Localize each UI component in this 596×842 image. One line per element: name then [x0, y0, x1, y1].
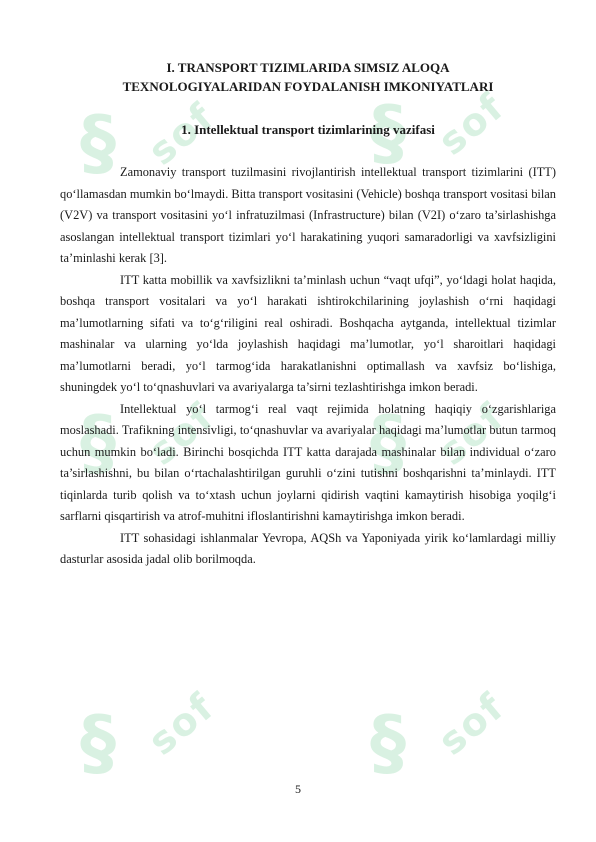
- page-number: 5: [295, 782, 301, 796]
- watermark-text: sof: [140, 94, 223, 174]
- watermark-text: sof: [140, 394, 223, 474]
- watermark-text: sof: [140, 684, 223, 764]
- body-paragraph: ITT katta mobillik va xavfsizlikni ta’minlash uchun “vaqt ufqi”, yo‘ldagi holat haqida, boshqa transport vositalari va yo‘l harakati ishtirokchilarining joylashish o‘rni haqidagi ma’lumotlarning sifati va to‘g‘riligini real oshiradi. Boshqacha aytganda, intellektual tizimlar mashinalar va ularning yo‘lda joylashish haqidagi ma’lumotlar, yo‘l sharoitlari haqidagi ma’lumotlarni beradi, yo‘l tarmog‘ida harakatlanishni optimallash va xavfsiz bo‘lishiga, shuningdek yo‘l to‘qnashuvlari va avariyalarga ta’sirni tezlashtirishga imkon beradi.: [60, 272, 556, 394]
- body-paragraph: Intellektual yo‘l tarmog‘i real vaqt rejimida holatning haqiqiy o‘zgarishlariga moslashadi. Trafikning intensivligi, to‘qnashuvlar va avariyalar haqidagi ma’lumotlar butun tarmoq uchun mumkin bo‘ladi. Birinchi bosqichda ITT katta darajada mashinalar bilan individual o‘zaro ta’sirlashishni, bu bilan o‘rtachalashtirilgan guruhli o‘zini tutishni boshqarishni ta’minlaydi. ITT tiqinlarda turib qolish va to‘xtash uchun joylarni qidirish vaqtini kamaytirish hisobiga yoqilg‘i sarflarni qisqartirish va atrof-muhitni ifloslantirishni kamaytirishga imkon beradi.: [60, 401, 556, 523]
- section-heading: 1. Intellektual transport tizimlarining vazifasi: [181, 122, 435, 137]
- watermark-symbol: §: [80, 700, 116, 784]
- watermark-symbol: §: [80, 100, 116, 184]
- watermark-text: sof: [430, 684, 513, 764]
- watermark-text: sof: [430, 394, 513, 474]
- watermark-symbol: §: [370, 700, 406, 784]
- body-paragraph: ITT sohasidagi ishlanmalar Yevropa, AQSh va Yaponiyada yirik ko‘lamlardagi milliy dasturlar asosida jadal olib borilmoqda.: [60, 530, 556, 566]
- watermark-symbol: §: [370, 400, 406, 484]
- body-paragraph: Zamonaviy transport tuzilmasini rivojlantirish intellektual transport tizimlarini (ITT) qo‘llamasdan mumkin bo‘lmaydi. Bitta transport vositasini (Vehicle) boshqa transport vositasi bilan (V2V) va transport vositasini yo‘l infratuzilmasi (Infrastructure) bilan (V2I) o‘zaro ta’sirlashishga asoslangan intellektual transport tizimlari yo‘l harakatining yuqori samaradorligi va xavfsizligini ta’minlashi kerak [3].: [60, 165, 556, 265]
- watermark-symbol: §: [370, 90, 406, 174]
- watermark-text: sof: [430, 84, 513, 164]
- page-content: [60, 58, 556, 571]
- chapter-title-line1: I. TRANSPORT TIZIMLARIDA SIMSIZ ALOQA: [166, 60, 450, 75]
- watermark-symbol: §: [80, 400, 116, 484]
- chapter-title-line2: TEXNOLOGIYALARIDAN FOYDALANISH IMKONIYATLARI: [122, 79, 494, 94]
